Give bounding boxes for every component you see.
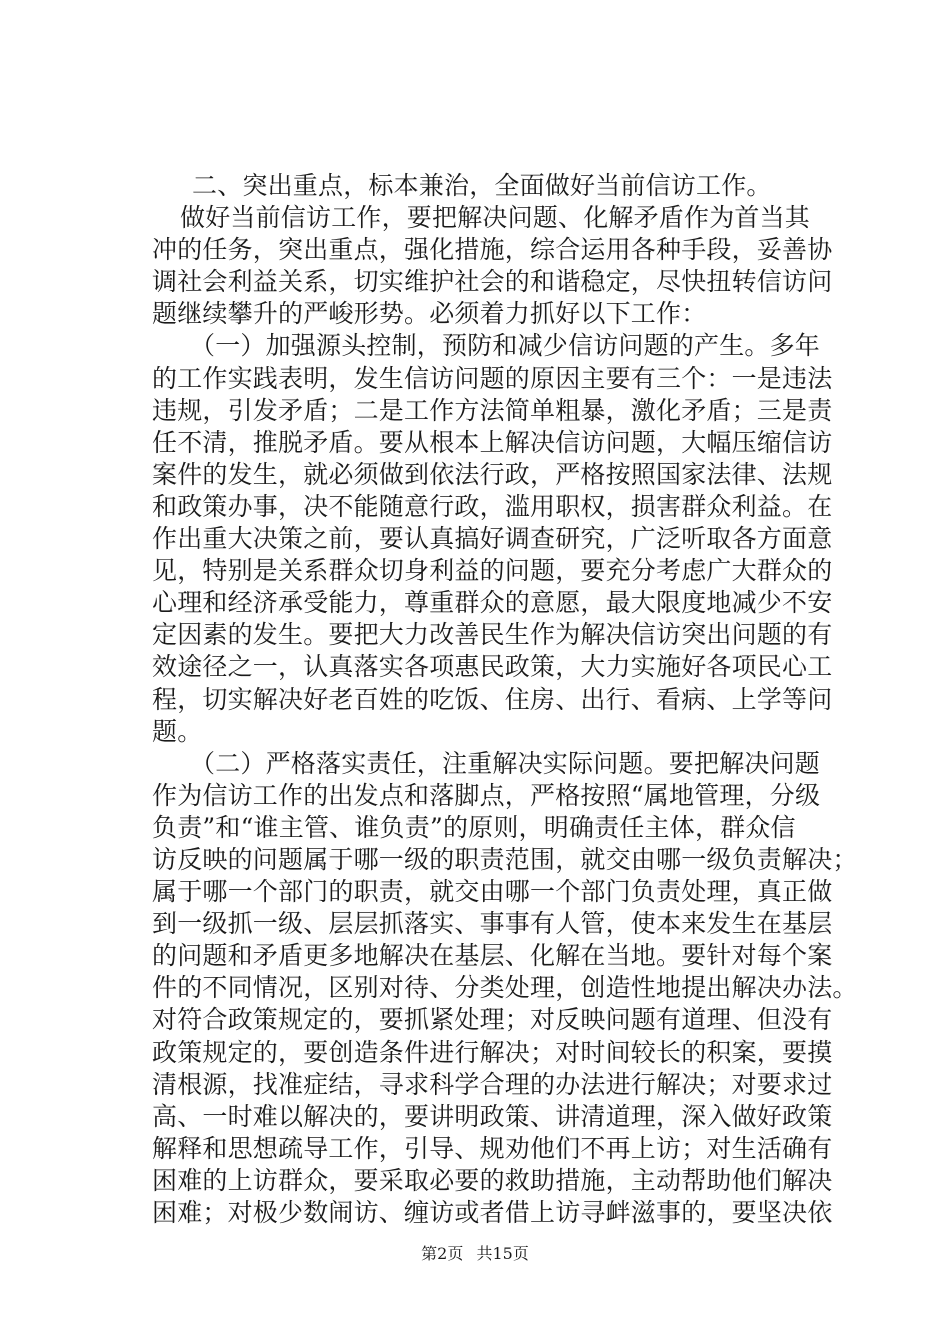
text-line: 程，切实解决好老百姓的吃饭、住房、出行、看病、上学等问: [152, 684, 833, 714]
text-line: 困难；对极少数闹访、缠访或者借上访寻衅滋事的，要坚决依: [152, 1198, 833, 1227]
text-line: 属于哪一个部门的职责，就交由哪一个部门负责处理，真正做: [152, 877, 833, 907]
text-line: 任不清，推脱矛盾。要从根本上解决信访问题，大幅压缩信访: [152, 427, 833, 457]
page-footer: [0, 1244, 950, 1264]
text-line: 冲的任务，突出重点，强化措施，综合运用各种手段，妥善协: [152, 235, 833, 265]
text-line: 解释和思想疏导工作，引导、规劝他们不再上访；对生活确有: [152, 1133, 833, 1163]
text-line: 访反映的问题属于哪一级的职责范围，就交由哪一级负责解决；: [152, 844, 858, 874]
text-line: 效途径之一，认真落实各项惠民政策，大力实施好各项民心工: [152, 652, 833, 682]
text-line: 题。: [152, 716, 203, 746]
document-body: [152, 170, 858, 1229]
text-line: 案件的发生，就必须做到依法行政，严格按照国家法律、法规: [152, 459, 833, 489]
text-line: 的工作实践表明，发生信访问题的原因主要有三个：一是违法: [152, 363, 833, 393]
text-line: 政策规定的，要创造条件进行解决；对时间较长的积案，要摸: [152, 1037, 833, 1067]
text-line: 做好当前信访工作，要把解决问题、化解矛盾作为首当其: [180, 203, 811, 233]
text-line: 对符合政策规定的，要抓紧处理；对反映问题有道理、但没有: [152, 1005, 833, 1035]
text-line: 件的不同情况，区别对待、分类处理，创造性地提出解决办法。: [152, 973, 858, 1003]
text-line: 负责”和“谁主管、谁负责”的原则，明确责任主体，群众信: [152, 812, 796, 842]
text-line: 清根源，找准症结，寻求科学合理的办法进行解决；对要求过: [152, 1069, 833, 1099]
text-line: 高、一时难以解决的，要讲明政策、讲清道理，深入做好政策: [152, 1101, 833, 1131]
text-line: 二、突出重点，标本兼治，全面做好当前信访工作。: [192, 171, 772, 200]
text-line: 的问题和矛盾更多地解决在基层、化解在当地。要针对每个案: [152, 941, 833, 971]
text-line: （一）加强源头控制，预防和减少信访问题的产生。多年: [190, 331, 821, 361]
text-line: 调社会利益关系，切实维护社会的和谐稳定，尽快扭转信访问: [152, 267, 833, 297]
text-line: 作为信访工作的出发点和落脚点，严格按照“属地管理，分级: [152, 780, 821, 810]
text-line: （二）严格落实责任，注重解决实际问题。要把解决问题: [190, 748, 821, 778]
text-line: 作出重大决策之前，要认真搞好调查研究，广泛听取各方面意: [152, 524, 833, 554]
text-line: 到一级抓一级、层层抓落实、事事有人管，使本来发生在基层: [152, 909, 833, 939]
text-line: 定因素的发生。要把大力改善民生作为解决信访突出问题的有: [152, 620, 833, 650]
text-line: 违规，引发矛盾；二是工作方法简单粗暴，激化矛盾；三是责: [152, 395, 833, 425]
page-number: 第2页: [421, 1244, 464, 1263]
text-line: 心理和经济承受能力，尊重群众的意愿，最大限度地减少不安: [152, 588, 833, 618]
text-line: 和政策办事，决不能随意行政，滥用职权，损害群众利益。在: [152, 491, 833, 521]
text-line: 题继续攀升的严峻形势。必须着力抓好以下工作：: [152, 299, 707, 329]
text-line: 见，特别是关系群众切身利益的问题，要充分考虑广大群众的: [152, 556, 833, 586]
text-line: 困难的上访群众，要采取必要的救助措施，主动帮助他们解决: [152, 1165, 833, 1195]
page-total: 共15页: [476, 1244, 529, 1263]
